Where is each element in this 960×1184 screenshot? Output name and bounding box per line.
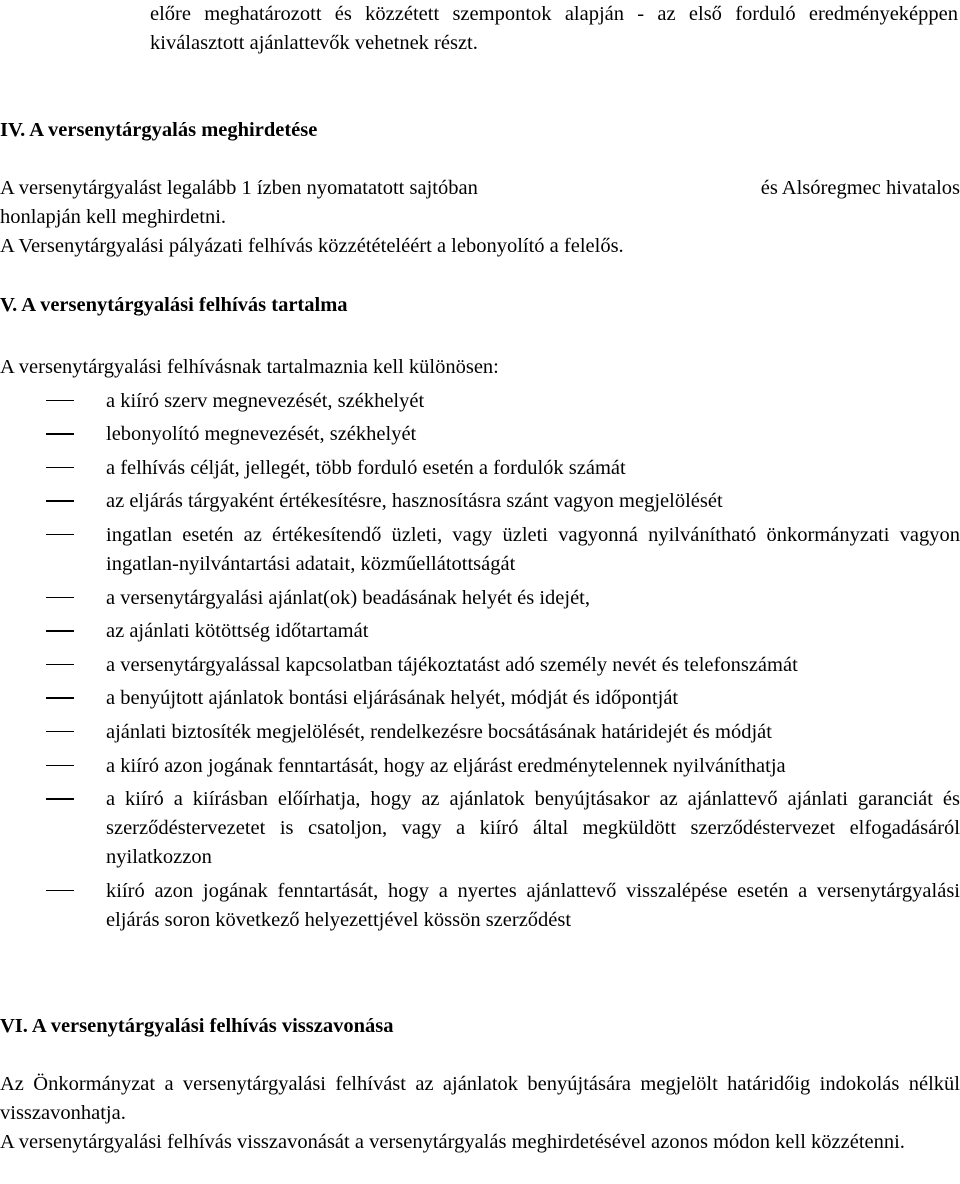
- list-item: az eljárás tárgyaként értékesítésre, hasznosításra szánt vagyon megjelölését: [0, 487, 960, 516]
- section-4-heading-block: [0, 116, 960, 145]
- section-5-body: [0, 353, 960, 935]
- list-item: kiíró azon jogának fenntartását, hogy a nyertes ajánlattevő visszalépése esetén a versenytárgyalási eljárás soron következő helyezettjével kössön szerződést: [0, 877, 960, 935]
- section-4-p2-text: A Versenytárgyalási pályázati felhívás közzétételéért a lebonyolító a felelős.: [0, 235, 624, 257]
- section-5-list: [0, 387, 960, 935]
- dash-bullet: [46, 798, 74, 800]
- section-6-p1-text: Az Önkormányzat a versenytárgyalási felhívást az ajánlatok benyújtására megjelölt határidőig indokolás nélkül visszavonhatja.: [0, 1073, 960, 1124]
- dash-bullet: [46, 467, 74, 469]
- section-4-p1-left: A versenytárgyalást legalább 1 ízben nyomatatott sajtóban: [0, 177, 478, 199]
- section-6-paragraph-1: [0, 1070, 960, 1128]
- dash-bullet: [46, 697, 74, 699]
- section-6-heading-block: [0, 1012, 960, 1041]
- dash-bullet: [46, 664, 74, 666]
- section-5-title: V. A versenytárgyalási felhívás tartalma: [0, 294, 348, 316]
- list-item: a benyújtott ajánlatok bontási eljárásának helyét, módját és időpontját: [0, 684, 960, 713]
- section-5-intro-text: A versenytárgyalási felhívásnak tartalmaznia kell különösen:: [0, 356, 499, 378]
- section-4-paragraph-1: [0, 174, 960, 232]
- list-item: a kiíró a kiírásban előírhatja, hogy az ajánlatok benyújtásakor az ajánlattevő ajánlati garanciát és szerződéstervezetet is csatoljon, vagy a kiíró által megküldött szerződéstervezet elfogadásáról nyilatkozzon: [0, 785, 960, 872]
- dash-bullet: [46, 731, 74, 733]
- intro-paragraph: [150, 0, 958, 58]
- list-item: ingatlan esetén az értékesítendő üzleti, vagy üzleti vagyonná nyilvánítható önkormányzati vagyon ingatlan-nyilvántartási adatait, közműellátottságát: [0, 521, 960, 579]
- section-4-title: IV. A versenytárgyalás meghirdetése: [0, 119, 318, 141]
- section-4-p1-right: és Alsóregmec hivatalos: [760, 177, 960, 199]
- dash-bullet: [46, 400, 74, 402]
- section-6-paragraph-2: [0, 1128, 960, 1157]
- intro-text: előre meghatározott és közzétett szempontok alapján - az első forduló eredményeképpen kiválasztott ajánlattevők vehetnek részt.: [150, 3, 958, 54]
- dash-bullet: [46, 630, 74, 632]
- dash-bullet: [46, 433, 74, 435]
- list-item: a versenytárgyalási ajánlat(ok) beadásának helyét és idejét,: [0, 584, 960, 613]
- list-item: ajánlati biztosíték megjelölését, rendelkezésre bocsátásának határidejét és módját: [0, 718, 960, 747]
- dash-bullet: [46, 765, 74, 767]
- section-4-p1-line-2: honlapján kell meghirdetni.: [0, 206, 227, 228]
- section-4-paragraph-2: [0, 232, 960, 261]
- dash-bullet: [46, 534, 74, 536]
- list-item: a kiíró azon jogának fenntartását, hogy az eljárást eredménytelennek nyilváníthatja: [0, 752, 960, 781]
- section-6-p2-text: A versenytárgyalási felhívás visszavonását a versenytárgyalás meghirdetésével azonos módon kell közzétenni.: [0, 1131, 905, 1153]
- list-item: a felhívás célját, jellegét, több forduló esetén a fordulók számát: [0, 454, 960, 483]
- list-item: az ajánlati kötöttség időtartamát: [0, 617, 960, 646]
- section-6-title: VI. A versenytárgyalási felhívás visszavonása: [0, 1015, 394, 1037]
- dash-bullet: [46, 500, 74, 502]
- list-item: a versenytárgyalással kapcsolatban tájékoztatást adó személy nevét és telefonszámát: [0, 651, 960, 680]
- list-item: lebonyolító megnevezését, székhelyét: [0, 420, 960, 449]
- dash-bullet: [46, 890, 74, 892]
- section-4-paragraph-1-line-1: [0, 174, 960, 203]
- list-item: a kiíró szerv megnevezését, székhelyét: [0, 387, 960, 416]
- dash-bullet: [46, 597, 74, 599]
- section-5-heading-block: [0, 291, 960, 320]
